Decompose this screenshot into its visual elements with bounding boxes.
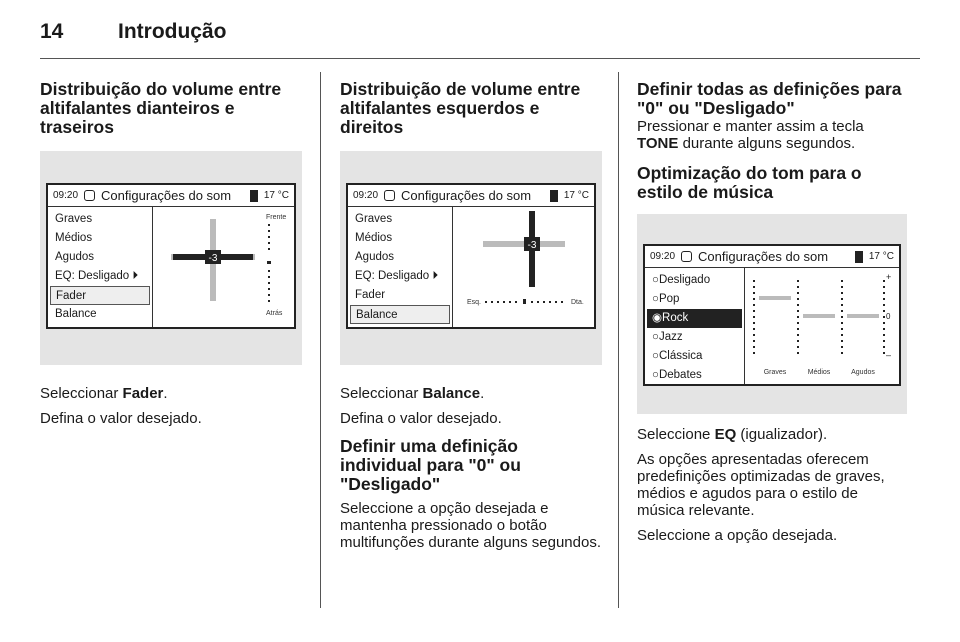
menu-item-medios[interactable]: Médios xyxy=(355,232,393,244)
eq-band-scales xyxy=(753,276,755,356)
radio-icon: ○ xyxy=(652,369,659,381)
screen-header xyxy=(48,185,294,207)
fader-front-label: Frente xyxy=(266,214,287,221)
menu-item-eq[interactable]: EQ: Desligado ⏵ xyxy=(355,270,439,282)
eq-screen-image xyxy=(637,214,907,414)
paragraph-individual-reset: Seleccione a opção desejada e mantenha pressionado o botão multifunções durante alguns segundos. xyxy=(340,500,602,551)
eq-bar-medios xyxy=(803,314,835,318)
fader-rear-label: Atrás xyxy=(266,310,283,317)
eq-scale-agudos xyxy=(841,276,843,356)
paragraph-set-value: Defina o valor desejado. xyxy=(340,410,502,427)
fader-screen-image xyxy=(40,151,302,365)
balance-right-label: Dta. xyxy=(571,299,584,306)
section-heading-balance: Distribuição de volume entre altifalantes esquerdos e direitos xyxy=(340,79,581,137)
paragraph-set-value: Defina o valor desejado. xyxy=(40,410,202,427)
fader-graphic xyxy=(153,207,293,327)
paragraph-eq-options: As opções apresentadas oferecem predefinições optimizadas de graves, médios e agudos para o estilo de música relevante. xyxy=(637,451,885,519)
eq-option-classica[interactable]: ○Clássica xyxy=(652,350,703,362)
chevron-right-icon: ⏵ xyxy=(432,270,439,282)
menu-item-balance[interactable]: Balance xyxy=(55,308,97,320)
clock-icon xyxy=(681,251,692,262)
clock-time: 09:20 xyxy=(650,251,676,262)
paragraph-select-eq: Seleccione EQ (igualizador). xyxy=(637,426,828,443)
thermometer-icon xyxy=(855,251,863,263)
eq-scale-medios xyxy=(797,276,799,356)
sound-menu xyxy=(48,207,153,327)
clock-time: 09:20 xyxy=(53,190,79,201)
eq-option-jazz[interactable]: ○Jazz xyxy=(652,331,683,343)
temperature: 17 °C xyxy=(263,190,289,201)
page-title: Introdução xyxy=(118,20,227,43)
eq-bar-graves xyxy=(759,296,791,300)
eq-bands-panel xyxy=(745,268,899,384)
eq-option-rock[interactable]: ◉Rock xyxy=(647,309,742,328)
paragraph-tone-key: Pressionar e manter assim a tecla TONE durante alguns segundos. xyxy=(637,118,864,152)
section-heading-tone-optimization: Optimização do tom para o estilo de música xyxy=(637,163,862,202)
section-heading-reset-all: Definir todas as definições para "0" ou "Desligado" xyxy=(637,79,902,118)
temperature: 17 °C xyxy=(868,251,894,262)
paragraph-select-option: Seleccione a opção desejada. xyxy=(637,527,838,544)
temperature: 17 °C xyxy=(563,190,589,201)
clock-time: 09:20 xyxy=(353,190,379,201)
screen-title: Configurações do som xyxy=(698,249,829,264)
column-separator-1 xyxy=(320,72,321,608)
eq-plus-label: + xyxy=(886,272,892,282)
fader-panel xyxy=(153,207,294,327)
clock-icon xyxy=(384,190,395,201)
eq-scale-right xyxy=(883,276,885,356)
eq-bands-graphic xyxy=(745,268,895,384)
radio-icon: ○ xyxy=(652,274,659,286)
radio-selected-icon: ◉ xyxy=(652,312,663,324)
eq-band-label-agudos: Agudos xyxy=(851,369,875,376)
eq-option-desligado[interactable]: ○Desligado xyxy=(652,274,711,286)
eq-option-debates[interactable]: ○Debates xyxy=(652,369,702,381)
menu-item-agudos[interactable]: Agudos xyxy=(355,251,395,263)
balance-panel xyxy=(453,207,594,327)
chevron-right-icon: ⏵ xyxy=(132,270,139,282)
eq-minus-label: – xyxy=(886,350,892,360)
paragraph-select-balance: Seleccionar Balance. xyxy=(340,385,485,402)
screen-header xyxy=(645,246,899,268)
screen-header xyxy=(348,185,594,207)
screen-title: Configurações do som xyxy=(101,188,232,203)
menu-item-graves[interactable]: Graves xyxy=(55,213,93,225)
fader-screen xyxy=(46,183,296,329)
radio-icon: ○ xyxy=(652,331,659,343)
menu-item-balance[interactable]: Balance xyxy=(350,305,450,324)
menu-item-fader[interactable]: Fader xyxy=(355,289,386,301)
eq-band-label-medios: Médios xyxy=(807,369,831,376)
thermometer-icon xyxy=(550,190,558,202)
sound-menu xyxy=(348,207,453,327)
eq-band-label-graves: Graves xyxy=(763,369,787,376)
page-number: 14 xyxy=(40,20,64,43)
column-balance xyxy=(340,80,602,559)
column-eq xyxy=(637,80,907,552)
fader-scale-dots xyxy=(267,224,271,302)
eq-screen xyxy=(643,244,901,386)
paragraph-select-fader: Seleccionar Fader. xyxy=(40,385,168,402)
eq-option-pop[interactable]: ○Pop xyxy=(652,293,680,305)
radio-icon: ○ xyxy=(652,350,659,362)
balance-screen xyxy=(346,183,596,329)
eq-preset-menu xyxy=(645,268,745,384)
section-heading-individual-reset: Definir uma definição individual para "0" ou "Desligado" xyxy=(340,436,521,494)
fader-value: -3 xyxy=(208,253,218,264)
menu-item-graves[interactable]: Graves xyxy=(355,213,393,225)
column-fader xyxy=(40,80,302,435)
balance-scale-dots xyxy=(485,299,563,304)
header-rule xyxy=(40,58,920,59)
section-heading-fader: Distribuição do volume entre altifalantes dianteiros e traseiros xyxy=(40,79,282,137)
radio-icon: ○ xyxy=(652,293,659,305)
screen-title: Configurações do som xyxy=(401,188,532,203)
balance-left-label: Esq. xyxy=(467,299,482,306)
menu-item-agudos[interactable]: Agudos xyxy=(55,251,95,263)
page-header xyxy=(40,20,227,44)
eq-bar-agudos xyxy=(847,314,879,318)
balance-graphic xyxy=(453,207,593,327)
balance-screen-image xyxy=(340,151,602,365)
menu-item-medios[interactable]: Médios xyxy=(55,232,93,244)
thermometer-icon xyxy=(250,190,258,202)
clock-icon xyxy=(84,190,95,201)
menu-item-eq[interactable]: EQ: Desligado ⏵ xyxy=(55,270,139,282)
menu-item-fader[interactable]: Fader xyxy=(50,286,150,305)
column-separator-2 xyxy=(618,72,619,608)
eq-zero-label: 0 xyxy=(886,312,891,321)
balance-value: -3 xyxy=(527,240,537,251)
